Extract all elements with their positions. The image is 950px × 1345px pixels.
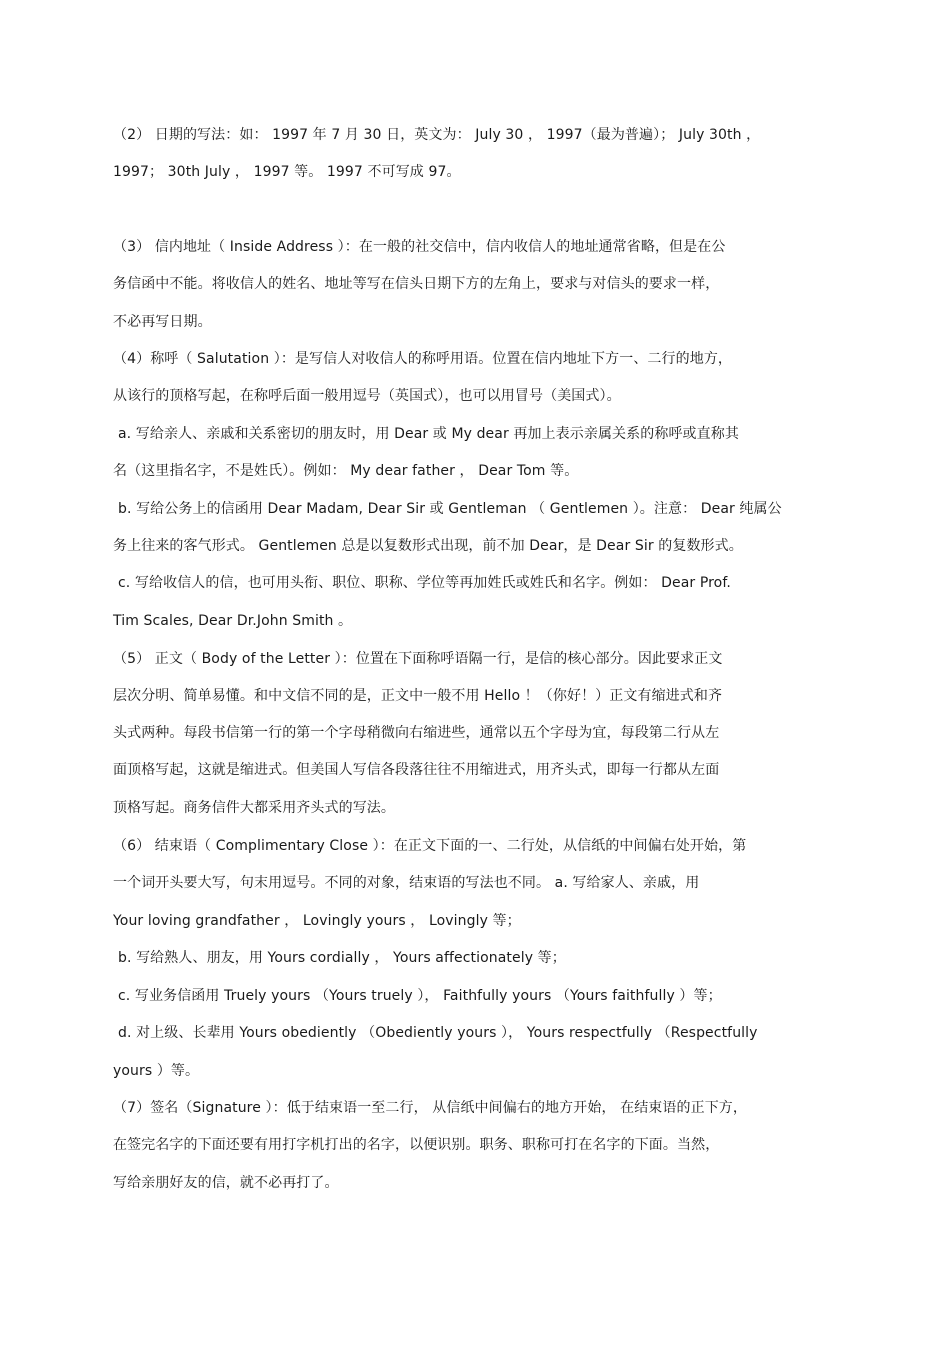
text-line: b. 写给熟人、朋友，用 Yours cordially ， Yours affectionately 等；	[118, 950, 566, 966]
text-line: 在签完名字的下面还要有用打字机打出的名字，以便识别。职务、职称可打在名字的下面。当然，	[113, 1137, 720, 1153]
text-line: Your loving grandfather ， Lovingly yours ， Lovingly 等；	[113, 913, 521, 929]
text-line: a. 写给亲人、亲戚和关系密切的朋友时，用 Dear 或 My dear 再加上表示亲属关系的称呼或直称其	[118, 426, 739, 442]
text-line: 务上往来的客气形式。 Gentlemen 总是以复数形式出现，前不加 Dear，是 Dear Sir 的复数形式。	[113, 538, 743, 554]
text-line: 从该行的顶格写起，在称呼后面一般用逗号（英国式），也可以用冒号（美国式）。	[113, 388, 621, 404]
text-line: （4）称呼（ Salutation ）：是写信人对收信人的称呼用语。位置在信内地址下方一、二行的地方，	[113, 351, 733, 367]
text-line: 顶格写起。商务信件大都采用齐头式的写法。	[113, 800, 395, 816]
text-line: 头式两种。每段书信第一行的第一个字母稍微向右缩进些，通常以五个字母为宜，每段第二行从左	[113, 725, 720, 741]
text-line: （2） 日期的写法：如： 1997 年 7 月 30 日，英文为： July 30 ， 1997（最为普遍）； July 30th ，	[113, 127, 761, 143]
text-line: 一个词开头要大写，句末用逗号。不同的对象，结束语的写法也不同。 a. 写给家人、亲戚，用	[113, 875, 700, 891]
text-line: （5） 正文（ Body of the Letter ）：位置在下面称呼语隔一行，是信的核心部分。因此要求正文	[113, 651, 723, 667]
text-line: Tim Scales, Dear Dr.John Smith 。	[113, 613, 353, 629]
text-line: 务信函中不能。将收信人的姓名、地址等写在信头日期下方的左角上，要求与对信头的要求一样，	[113, 276, 720, 292]
text-line: c. 写业务信函用 Truely yours （Yours truely ）， Faithfully yours （Yours faithfully ）等；	[118, 988, 722, 1004]
text-line: （3） 信内地址（ Inside Address ）：在一般的社交信中，信内收信人的地址通常省略，但是在公	[113, 239, 726, 255]
text-line: 层次分明、简单易懂。和中文信不同的是，正文中一般不用 Hello ！（你好！）正文有缩进式和齐	[113, 688, 723, 704]
text-line: c. 写给收信人的信，也可用头衔、职位、职称、学位等再加姓氏或姓氏和名字。例如： Dear Prof.	[118, 575, 731, 591]
text-line: yours ）等。	[113, 1063, 200, 1079]
text-line: （6） 结束语（ Complimentary Close ）：在正文下面的一、二行处，从信纸的中间偏右处开始，第	[113, 838, 747, 854]
text-line: 不必再写日期。	[113, 314, 212, 330]
text-line: 写给亲朋好友的信，就不必再打了。	[113, 1175, 339, 1191]
text-line: 1997； 30th July ， 1997 等。 1997 不可写成 97。	[113, 164, 461, 180]
text-line: d. 对上级、长辈用 Yours obediently （Obediently yours ）， Yours respectfully （Respectfully	[118, 1025, 758, 1041]
text-line: b. 写给公务上的信函用 Dear Madam, Dear Sir 或 Gentleman （ Gentlemen ）。注意： Dear 纯属公	[118, 501, 782, 517]
text-line: （7）签名（Signature ）：低于结束语一至二行， 从信纸中间偏右的地方开始， 在结束语的正下方，	[113, 1100, 747, 1116]
text-line: 名（这里指名字，不是姓氏）。例如： My dear father ， Dear Tom 等。	[113, 463, 579, 479]
text-line: 面顶格写起，这就是缩进式。但美国人写信各段落往往不用缩进式，用齐头式，即每一行都从左面	[113, 762, 720, 778]
